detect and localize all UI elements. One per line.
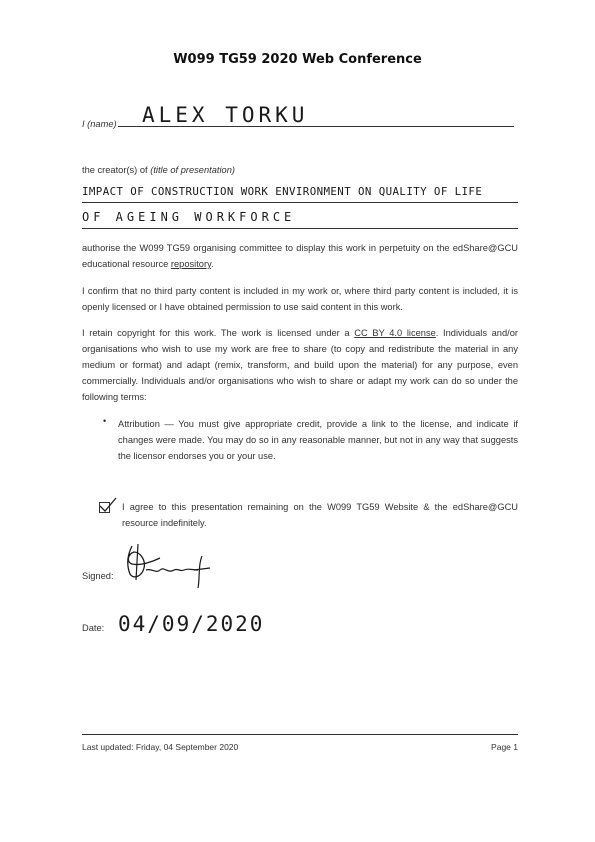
name-label-text: I (name)	[82, 119, 117, 129]
signature-icon	[118, 540, 228, 590]
copyright-text-b: . Individuals and/or organisations who wish to use my work are free to share (to copy and redistribute the material in any medium or format) and adapt (remix, transform, and build upon the material) for any purpose, even commercially. Individuals and/or organisations who wish to share or adapt my work can do so under the following terms:	[82, 328, 518, 402]
date-value: 04/09/2020	[118, 612, 265, 636]
copyright-paragraph	[82, 325, 518, 405]
license-link[interactable]: CC BY 4.0 license	[354, 328, 436, 338]
creator-label	[82, 162, 235, 178]
signed-label: Signed:	[82, 571, 114, 581]
title-underline-1	[82, 202, 518, 203]
agree-paragraph: I agree to this presentation remaining on the W099 TG59 Website & the edShare@GCU resource indefinitely.	[122, 502, 518, 528]
creator-label-prefix: the creator(s) of	[82, 165, 148, 175]
authorise-text: authorise the W099 TG59 organising committee to display this work in perpetuity on the edShare@GCU educational resource	[82, 243, 518, 269]
name-label	[82, 116, 117, 132]
name-value: ALEX TORKU	[142, 103, 309, 127]
checkmark-icon	[96, 496, 120, 514]
footer-updated: Last updated: Friday, 04 September 2020	[82, 742, 239, 752]
footer-rule	[82, 734, 518, 735]
confirm-paragraph: I confirm that no third party content is included in my work or, where third party content is included, it is openly licensed or I have obtained permission to use said content in this work.	[82, 286, 518, 312]
creator-label-italic: (title of presentation)	[150, 165, 235, 175]
presentation-title-line2: OF AGEING WORKFORCE	[82, 210, 296, 224]
bullet-marker: •	[103, 416, 107, 426]
date-label: Date:	[82, 623, 105, 633]
authorise-paragraph: authorise the W099 TG59 organising committee to display this work in perpetuity on the edShare@GCU educational resource repository.	[82, 243, 518, 269]
title-underline-2	[82, 228, 518, 229]
presentation-title-line1: IMPACT OF CONSTRUCTION WORK ENVIRONMENT ON QUALITY OF LIFE	[82, 185, 483, 198]
footer-page-number: Page 1	[491, 742, 518, 752]
page-title: W099 TG59 2020 Web Conference	[173, 52, 422, 67]
repository-link[interactable]: repository	[170, 259, 212, 269]
attribution-paragraph: Attribution — You must give appropriate credit, provide a link to the license, and indicate if changes were made. You may do so in any reasonable manner, but not in any way that suggests the licensor endorses you or your use.	[118, 419, 518, 461]
copyright-text-a: I retain copyright for this work. The work is licensed under a	[82, 328, 350, 338]
